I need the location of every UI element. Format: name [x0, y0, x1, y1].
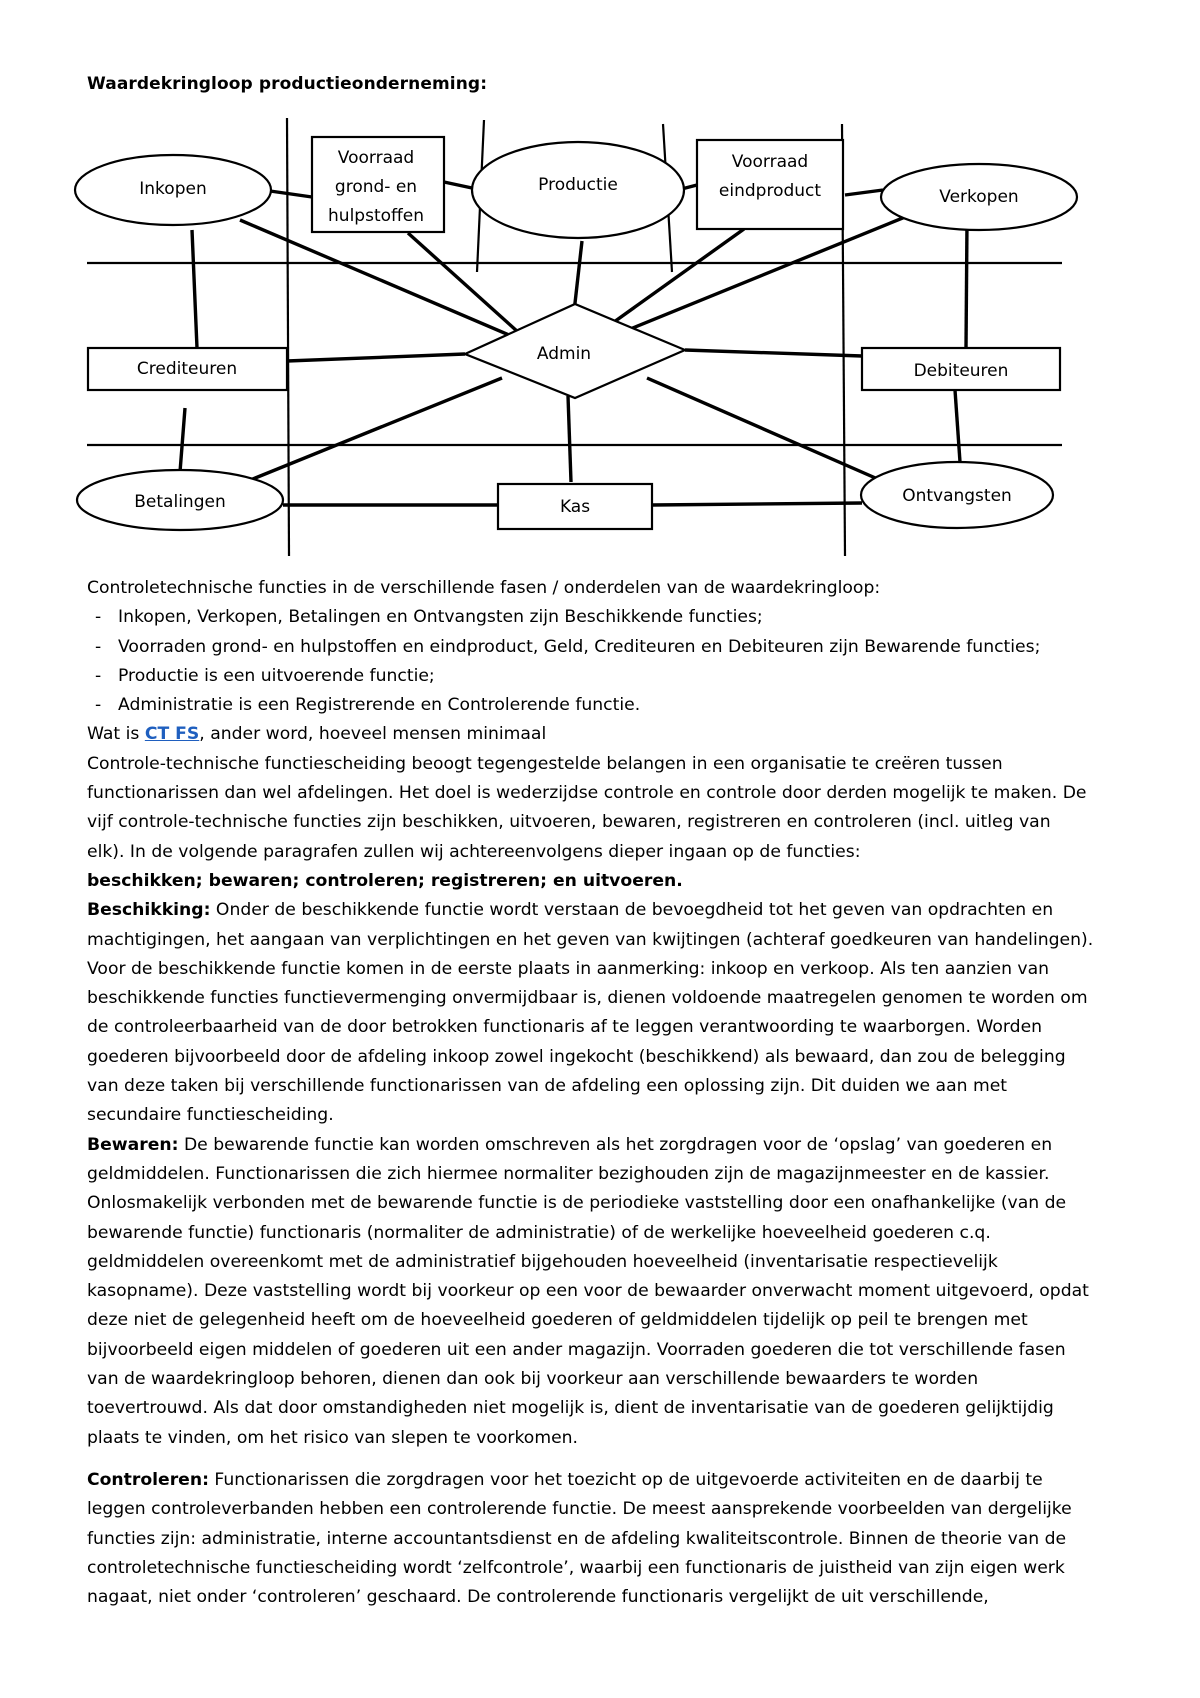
beschikking-label: Beschikking:	[87, 900, 211, 921]
ct-fs-link[interactable]: CT FS	[144, 724, 200, 745]
functions-list: beschikken; bewaren; controleren; registreren; en uitvoeren.	[87, 870, 683, 891]
node-shapes	[75, 137, 1077, 530]
voorraad-grond-label-2: grond- en	[334, 177, 418, 197]
controleren-label: Controleren:	[87, 1469, 209, 1490]
paragraph-line: de controleerbaarheid van de door betrokken functionaris af te leggen verantwoording te waarborgen. Worden	[87, 1017, 1043, 1038]
paragraph-line: Onder de beschikkende functie wordt verstaan de bevoegdheid tot het geven van opdrachten en	[210, 900, 1054, 921]
bullet-item: - Productie is een uitvoerende functie;	[87, 662, 1147, 691]
paragraph-line: geldmiddelen. Functionarissen die zich hiermee normaliter bezighouden zijn de magazijnmeester en de kassier.	[87, 1163, 1050, 1184]
question-suffix: , ander word, hoeveel mensen minimaal	[199, 724, 547, 745]
admin-label: Admin	[536, 344, 592, 364]
paragraph-line: machtigingen, het aangaan van verplichtingen en het geven van kwijtingen (achteraf goedkeuren van handelingen).	[87, 929, 1094, 950]
section-intro: Controletechnische functies in de verschillende fasen / onderdelen van de waardekringloop:	[87, 578, 881, 598]
bullet-item: - Voorraden grond- en hulpstoffen en eindproduct, Geld, Crediteuren en Debiteuren zijn Bewarende functies;	[87, 633, 1147, 662]
paragraph-line: elk). In de volgende paragrafen zullen wij achtereenvolgens dieper ingaan op de functies:	[87, 841, 861, 862]
paragraph-line: goederen bijvoorbeeld door de afdeling inkoop zowel ingekocht (beschikkend) als bewaard, dan zou de belegging	[87, 1046, 1066, 1067]
crediteuren-label: Crediteuren	[136, 359, 238, 379]
voorraad-eind-label-2: eindproduct	[718, 181, 822, 201]
paragraph-line: bewarende functie) functionaris (normaliter de administratie) of de werkelijke hoeveelheid goederen c.q.	[87, 1222, 991, 1243]
paragraph-line: nagaat, niet onder ‘controleren’ geschaard. De controlerende functionaris vergelijkt de uit verschillende,	[87, 1587, 989, 1608]
question-line	[87, 720, 1147, 749]
beschikking-paragraph	[87, 896, 1147, 1130]
paragraph-line: Onlosmakelijk verbonden met de bewarende functie is de periodieke vaststelling door een onafhankelijke (van de	[87, 1193, 1067, 1214]
voorraad-eind-label-1: Voorraad	[731, 152, 809, 172]
value-cycle-diagram	[0, 0, 1200, 570]
paragraph-line: toevertrouwd. Als dat door omstandigheden niet mogelijk is, dient de inventarisatie van de goederen gelijktijdig	[87, 1398, 1054, 1419]
paragraph-line: geldmiddelen overeenkomt met de administratief bijgehouden hoeveelheid (inventarisatie respectievelijk	[87, 1251, 998, 1272]
kas-label: Kas	[559, 497, 591, 517]
verkopen-label: Verkopen	[939, 187, 1019, 207]
page-title: Waardekringloop productieonderneming:	[87, 74, 488, 94]
debiteuren-label: Debiteuren	[913, 361, 1009, 381]
bewaren-paragraph	[87, 1131, 1147, 1453]
paragraph-line: functies zijn: administratie, interne accountantsdienst en de afdeling kwaliteitscontrole. Binnen de theorie van de	[87, 1528, 1067, 1549]
inkopen-label: Inkopen	[139, 179, 207, 199]
paragraph-line: van deze taken bij verschillende functionarissen van de afdeling een oplossing zijn. Dit duiden we aan met	[87, 1076, 1008, 1097]
paragraph-line: functionarissen dan wel afdelingen. Het doel is wederzijdse controle en controle door derden mogelijk te maken. De	[87, 783, 1087, 804]
paragraph-line: kasopname). Deze vaststelling wordt bij voorkeur op een voor de bewaarder onverwacht moment uitgevoerd, opdat	[87, 1281, 1089, 1302]
paragraph-line: secundaire functiescheiding.	[87, 1105, 334, 1126]
bewaren-label: Bewaren:	[87, 1134, 179, 1155]
paragraph-line: controletechnische functiescheiding wordt ‘zelfcontrole’, waarbij een functionaris de juistheid van zijn eigen werk	[87, 1557, 1065, 1578]
question-prefix: Wat is	[87, 724, 145, 745]
paragraph-line: Voor de beschikkende functie komen in de eerste plaats in aanmerking: inkoop en verkoop. Als ten aanzien van	[87, 958, 1050, 979]
paragraph-line: Functionarissen die zorgdragen voor het toezicht op de uitgevoerde activiteiten en de daarbij te	[208, 1469, 1043, 1490]
paragraph-line: vijf controle-technische functies zijn beschikken, uitvoeren, bewaren, registreren en controleren (incl. uitleg van	[87, 812, 1051, 833]
productie-label: Productie	[538, 175, 618, 195]
betalingen-label: Betalingen	[134, 492, 226, 512]
paragraph-line: bijvoorbeeld eigen middelen of goederen uit een ander magazijn. Voorraden goederen die tot verschillende fasen	[87, 1339, 1066, 1360]
paragraph-line: plaats te vinden, om het risico van slepen te voorkomen.	[87, 1427, 579, 1448]
paragraph-line: beschikkende functies functievermenging onvermijdbaar is, dienen voldoende maatregelen genomen te worden om	[87, 988, 1088, 1009]
paragraph-line: leggen controleverbanden hebben een controlerende functie. De meest aansprekende voorbeelden van dergelijke	[87, 1499, 1072, 1520]
paragraph-line: van de waardekringloop behoren, dienen dan ook bij voorkeur aan verschillende bewaarders te worden	[87, 1369, 979, 1390]
ontvangsten-label: Ontvangsten	[902, 486, 1012, 506]
intro-paragraph	[87, 750, 1147, 867]
voorraad-grond-label-3: hulpstoffen	[328, 206, 424, 226]
bullet-item: - Administratie is een Registrerende en Controlerende functie.	[87, 691, 1147, 720]
paragraph-line: De bewarende functie kan worden omschreven als het zorgdragen voor de ‘opslag’ van goederen en	[178, 1134, 1053, 1155]
controleren-paragraph	[87, 1466, 1147, 1612]
bullet-item: - Inkopen, Verkopen, Betalingen en Ontvangsten zijn Beschikkende functies;	[87, 603, 1147, 632]
function-bullet-list	[87, 603, 1147, 720]
voorraad-grond-label-1: Voorraad	[337, 148, 415, 168]
paragraph-line: Controle-technische functiescheiding beoogt tegengestelde belangen in een organisatie te creëren tussen	[87, 753, 1003, 774]
body-text	[87, 574, 1147, 1612]
paragraph-line: deze niet de gelegenheid heeft om de hoeveelheid goederen of geldmiddelen tijdelijk op peil te brengen met	[87, 1310, 1028, 1331]
